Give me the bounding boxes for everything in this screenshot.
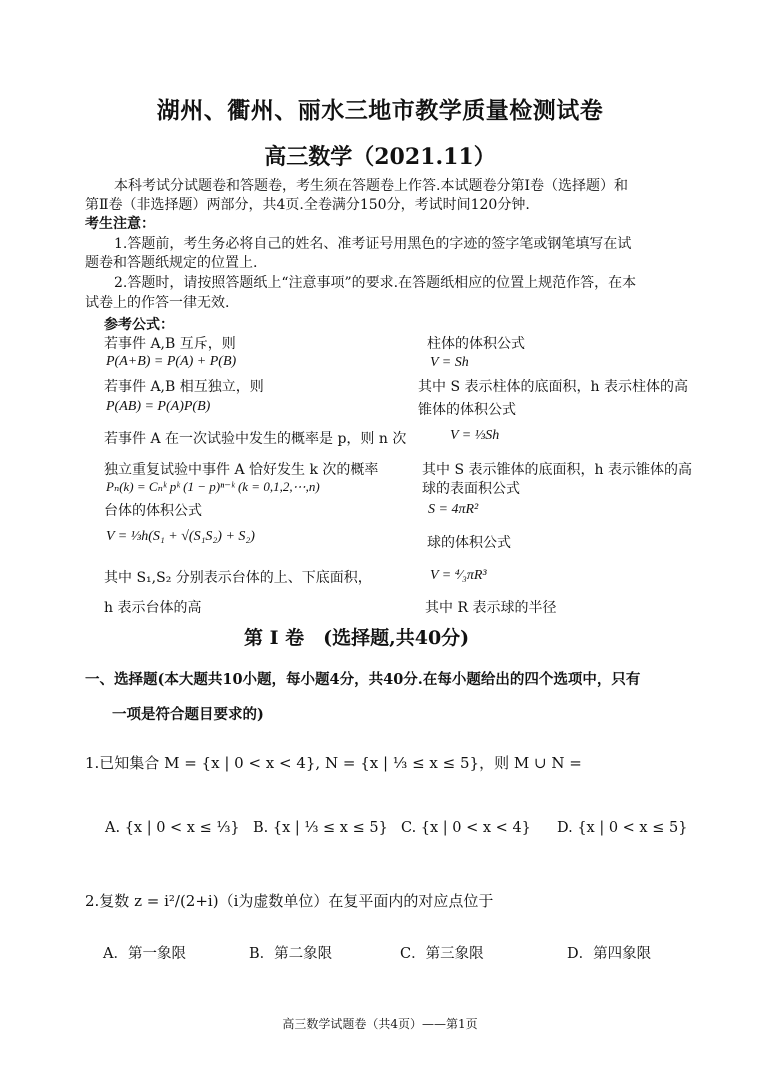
question-2-option-b: B．第二象限 (249, 946, 333, 962)
notice-item-1-line-1: 1.答题前，考生务必将自己的姓名、准考证号用黑色的字迹的签字笔或钢笔填写在试 (114, 236, 632, 252)
page-footer: 高三数学试题卷（共4页）——第1页 (282, 1017, 478, 1031)
formula-left-5: 若事件 A 在一次试验中发生的概率是 p，则 n 次 (104, 431, 407, 447)
question-2-option-d: D．第四象限 (567, 946, 652, 962)
formula-right-2: V = Sh (430, 355, 469, 370)
formula-left-4: P(AB) = P(A)P(B) (106, 399, 211, 414)
notice-heading: 考生注意： (85, 216, 155, 232)
formula-left-1: 若事件 A,B 互斥，则 (104, 336, 236, 352)
formula-left-2: P(A+B) = P(A) + P(B) (106, 354, 237, 369)
question-2-option-c: C．第三象限 (400, 946, 484, 962)
formula-left-11: h 表示台体的高 (104, 600, 202, 616)
paper-title: 湖州、衢州、丽水三地市教学质量检测试卷 (156, 97, 604, 124)
question-1-option-d: D. {x | 0 < x ≤ 5} (557, 820, 688, 836)
formula-right-10: V = ⁴⁄₃πR³ (430, 568, 487, 583)
formula-left-6: 独立重复试验中事件 A 恰好发生 k 次的概率 (104, 462, 379, 478)
section-title: 第 Ⅰ 卷 (选择题,共40分) (244, 627, 470, 649)
question-1-option-b: B. {x | ⅓ ≤ x ≤ 5} (253, 820, 388, 836)
paper-subtitle: 高三数学（2021.11） (264, 144, 496, 170)
formulas-heading: 参考公式： (104, 317, 174, 333)
question-2-stem: 2.复数 z = i²/(2+i)（i为虚数单位）在复平面内的对应点位于 (85, 892, 494, 910)
notice-item-2-line-2: 试卷上的作答一律无效. (85, 295, 230, 311)
question-2-option-a: A．第一象限 (103, 946, 186, 962)
formula-left-10: 其中 S₁,S₂ 分别表示台体的上、下底面积， (104, 570, 372, 586)
formula-left-3: 若事件 A,B 相互独立，则 (104, 379, 264, 395)
notice-item-2-line-1: 2.答题时，请按照答题纸上“注意事项”的要求.在答题纸相应的位置上规范作答，在本 (114, 275, 637, 291)
formula-right-1: 柱体的体积公式 (427, 336, 525, 352)
formula-right-5: V = ⅓Sh (450, 428, 500, 443)
question-1-option-c: C. {x | 0 < x < 4} (401, 820, 531, 836)
question-1-option-a: A. {x | 0 < x ≤ ⅓} (105, 820, 240, 836)
section-instruction-line-1: 一、选择题(本大题共10小题，每小题4分，共40分.在每小题给出的四个选项中，只有 (85, 671, 641, 688)
formula-left-7: Pₙ(k) = Cₙᵏ pᵏ (1 − p)ⁿ⁻ᵏ (k = 0,1,2,⋯,n) (106, 479, 320, 494)
formula-right-7: 球的表面积公式 (422, 481, 520, 497)
formula-right-6: 其中 S 表示锥体的底面积，h 表示锥体的高 (422, 462, 692, 478)
formula-right-11: 其中 R 表示球的半径 (425, 600, 557, 616)
question-1-stem: 1.已知集合 M = {x | 0 < x < 4}, N = {x | ⅓ ≤ x ≤ 5}，则 M ∪ N = (85, 754, 582, 772)
formula-right-9: 球的体积公式 (427, 535, 511, 551)
intro-line-2: 第Ⅱ卷（非选择题）两部分，共4页.全卷满分150分，考试时间120分钟. (85, 197, 530, 213)
formula-left-9: V = ⅓h(S₁ + √(S₁S₂) + S₂) (106, 529, 255, 544)
intro-line-1: 本科考试分试题卷和答题卷，考生须在答题卷上作答.本试题卷分第Ⅰ卷（选择题）和 (114, 178, 628, 194)
formula-right-4: 锥体的体积公式 (418, 402, 516, 418)
formula-right-8: S = 4πR² (428, 502, 479, 517)
notice-item-1-line-2: 题卷和答题纸规定的位置上. (85, 255, 258, 271)
section-instruction-line-2: 一项是符合题目要求的) (112, 706, 264, 723)
formula-right-3: 其中 S 表示柱体的底面积，h 表示柱体的高 (418, 379, 688, 395)
formula-left-8: 台体的体积公式 (104, 503, 202, 519)
